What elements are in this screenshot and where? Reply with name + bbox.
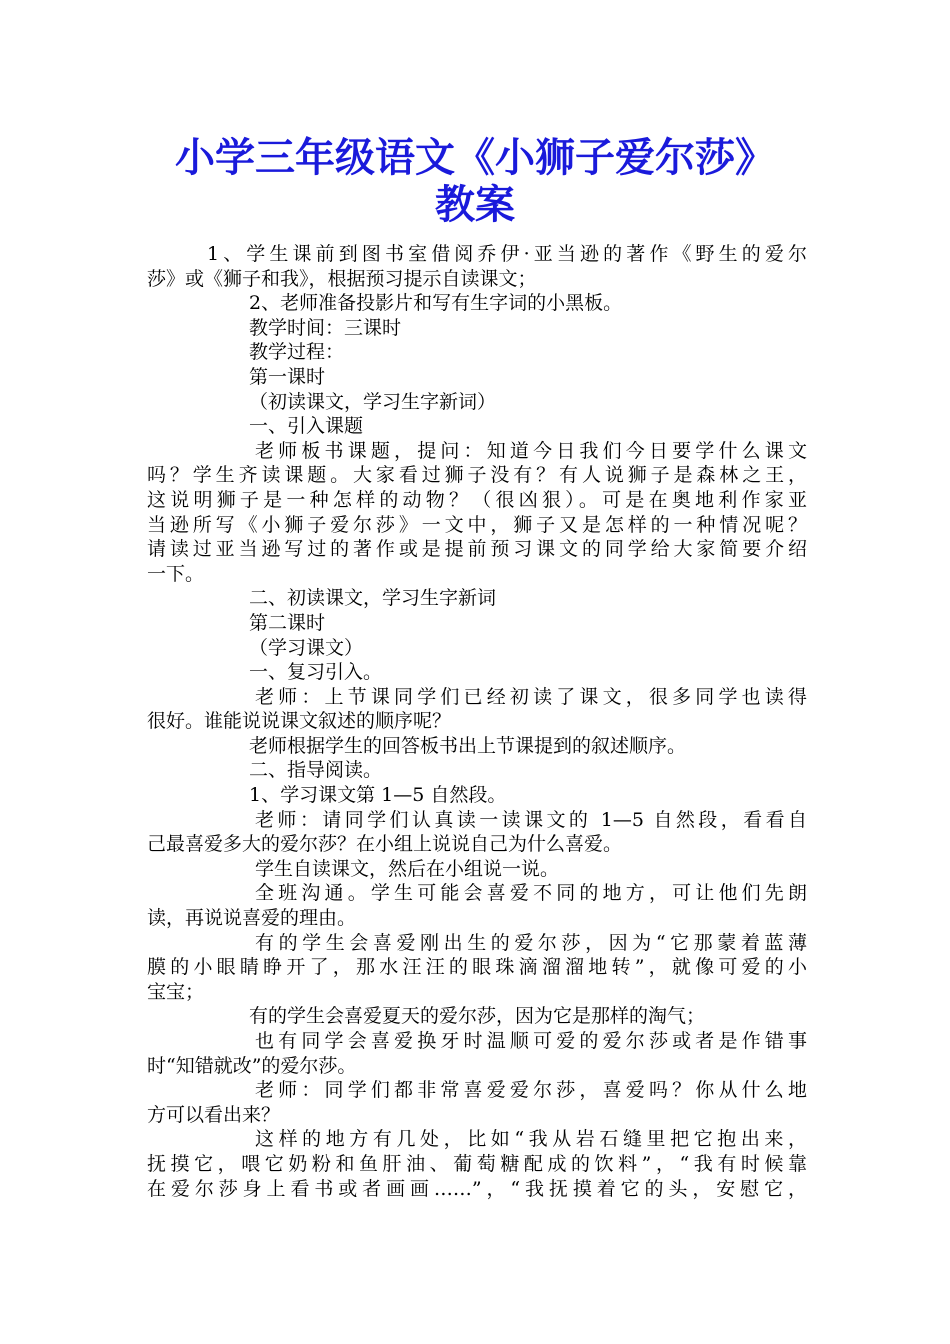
text-line: 这样的地方有几处，比如“我从岩石缝里把它抱出来， — [255, 1128, 807, 1151]
text-line: 学生自读课文，然后在小组说一说。 — [255, 857, 560, 880]
text-line: （学习课文） — [249, 636, 364, 659]
text-line: 一、复习引入。 — [249, 661, 383, 684]
text-line: 老师：请同学们认真读一读课文的 1—5 自然段，看看自 — [255, 808, 807, 831]
document-title-continued: 教案 — [435, 182, 515, 228]
text-line: 时“知错就改”的爱尔莎。 — [147, 1054, 357, 1077]
text-line: 请读过亚当逊写过的著作或是提前预习课文的同学给大家简要介绍 — [147, 538, 807, 561]
text-line: 宝宝； — [147, 980, 205, 1003]
document-title: 小学三年级语文《小狮子爱尔莎》 — [175, 135, 775, 181]
text-line: 在爱尔莎身上看书或者画画……”，“我抚摸着它的头，安慰它， — [147, 1177, 807, 1200]
text-line: 也有同学会喜爱换牙时温顺可爱的爱尔莎或者是作错事 — [255, 1030, 807, 1052]
text-line: 这说明狮子是一种怎样的动物？（很凶狠）。可是在奥地利作家亚 — [147, 488, 807, 511]
text-line: 方可以看出来？ — [147, 1103, 281, 1126]
text-line: 己最喜爱多大的爱尔莎？在小组上说说自己为什么喜爱。 — [147, 833, 623, 856]
text-line: 很好。谁能说说课文叙述的顺序呢？ — [147, 710, 452, 733]
text-line: 抚摸它，喂它奶粉和鱼肝油、葡萄糖配成的饮料”，“我有时候靠 — [147, 1152, 807, 1175]
text-line: 全班沟通。学生可能会喜爱不同的地方，可让他们先朗 — [255, 882, 807, 905]
text-line: 二、初读课文，学习生字新词 — [249, 587, 497, 610]
text-line: 教学时间：三课时 — [249, 316, 402, 339]
text-line: 1、学生课前到图书室借阅乔伊·亚当逊的著作《野生的爱尔 — [207, 243, 807, 265]
text-line: （初读课文，学习生字新词） — [249, 390, 497, 413]
text-line: 第一课时 — [249, 365, 326, 388]
text-line: 当逊所写《小狮子爱尔莎》一文中，狮子又是怎样的一种情况呢？ — [147, 513, 807, 536]
text-line: 膜的小眼睛睁开了，那水汪汪的眼珠滴溜溜地转”，就像可爱的小 — [147, 956, 807, 979]
text-line: 二、指导阅读。 — [249, 759, 383, 782]
text-line: 老师：上节课同学们已经初读了课文，很多同学也读得 — [255, 685, 807, 708]
document-body — [147, 242, 807, 1201]
text-line: 有的学生会喜爱夏天的爱尔莎，因为它是那样的淘气； — [249, 1005, 706, 1028]
text-line: 吗？学生齐读课题。大家看过狮子没有？有人说狮子是森林之王， — [147, 464, 807, 487]
text-line: 第二课时 — [249, 611, 326, 634]
text-line: 老师：同学们都非常喜爱爱尔莎，喜爱吗？你从什么地 — [255, 1079, 807, 1102]
text-line: 教学过程： — [249, 341, 345, 364]
text-line: 有的学生会喜爱刚出生的爱尔莎，因为“它那蒙着蓝薄 — [255, 931, 807, 954]
text-line: 一下。 — [147, 562, 205, 585]
text-line: 2、老师准备投影片和写有生字词的小黑板。 — [249, 292, 623, 315]
text-line: 莎》或《狮子和我》，根据预习提示自读课文； — [147, 267, 537, 290]
text-line: 老师板书课题，提问：知道今日我们今日要学什么课文 — [255, 439, 807, 462]
text-line: 1、学习课文第 1—5 自然段。 — [249, 784, 507, 807]
text-line: 老师根据学生的回答板书出上节课提到的叙述顺序。 — [249, 734, 687, 757]
text-line: 一、引入课题 — [249, 415, 364, 438]
text-line: 读，再说说喜爱的理由。 — [147, 907, 357, 930]
